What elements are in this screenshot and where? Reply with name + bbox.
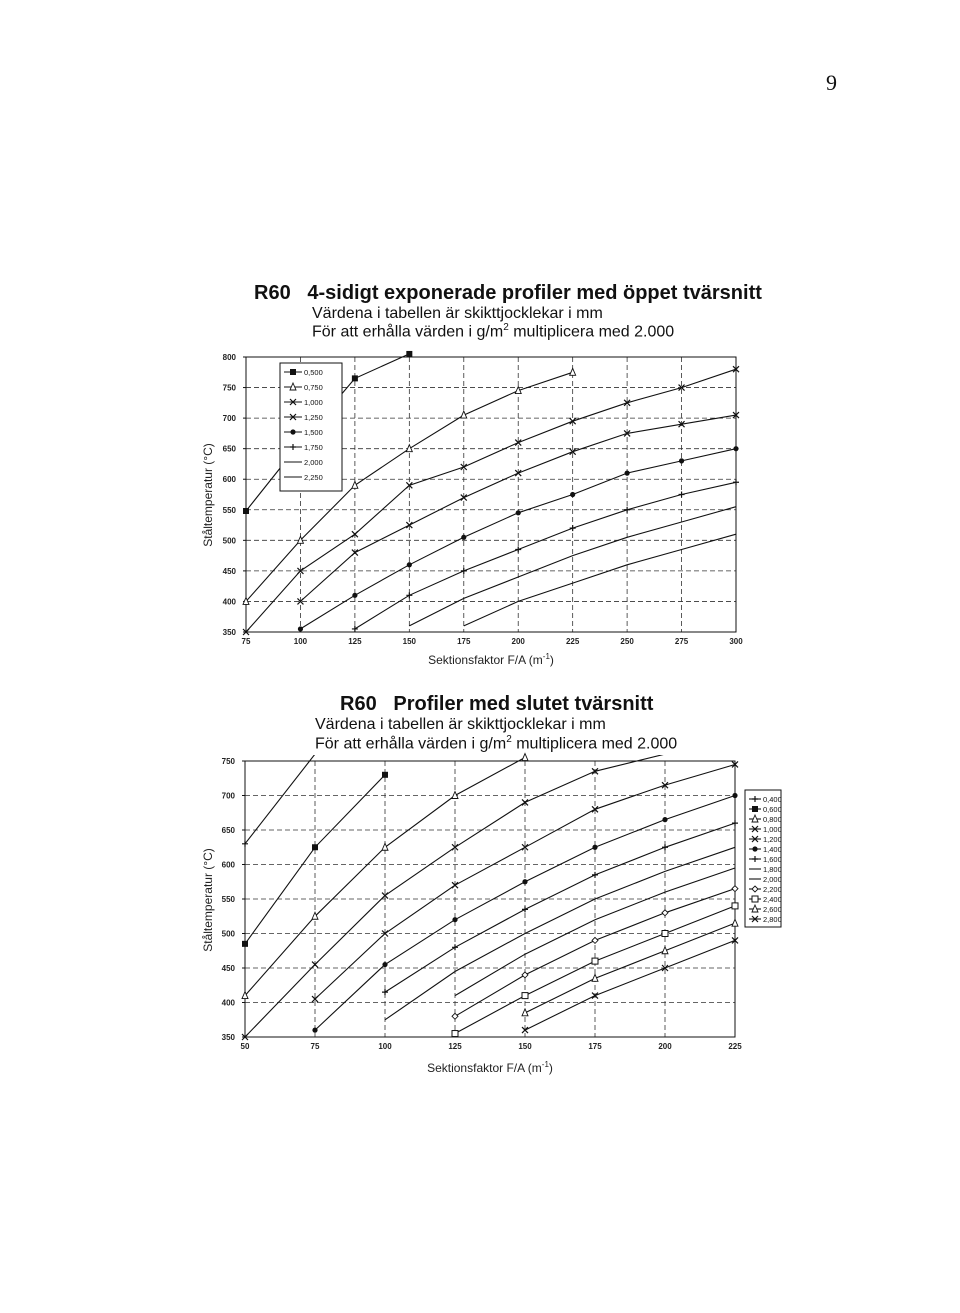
chart-bottom-series-point-0,800	[312, 912, 318, 919]
chart-bottom-series-point-2,400	[732, 903, 738, 909]
chart-bottom-legend-marker	[752, 846, 757, 851]
chart-top-series-point-1,750	[406, 592, 412, 598]
chart-top-ytick-label: 400	[222, 597, 236, 607]
chart-bottom-legend-label: 1,200	[763, 835, 782, 844]
chart-top-ylabel: Ståltemperatur (°C)	[201, 443, 215, 547]
chart-bottom-legend-label: 1,400	[763, 845, 782, 854]
chart-bottom-series-point-1,600	[452, 944, 458, 950]
chart-bottom-title-text: Profiler med slutet tvärsnitt	[393, 693, 654, 715]
chart-top-legend-label: 1,750	[304, 443, 323, 452]
chart-top-xtick-label: 100	[293, 637, 308, 646]
chart-bottom-legend-marker	[752, 896, 758, 902]
chart-bottom-ytick-label: 600	[221, 860, 235, 870]
chart-top-series-point-1,750	[515, 547, 521, 553]
chart-bottom-subtitle-2a: För att erhålla värden i g/m	[315, 735, 507, 753]
chart-bottom-series-point-1,400	[452, 917, 457, 922]
chart-bottom-series-line-2,800	[525, 940, 735, 1030]
chart-top-series-point-0,750	[352, 481, 358, 488]
chart-top-legend-label: 2,250	[304, 473, 323, 482]
chart-bottom-series-point-0,600	[312, 844, 318, 850]
chart-top-xtick-label: 75	[241, 637, 251, 646]
chart-bottom-legend-label: 0,800	[763, 815, 782, 824]
chart-top-xtick-label: 250	[620, 637, 634, 646]
chart-top-xtick-label: 125	[348, 637, 362, 646]
chart-top-subtitle-1: Värdena i tabellen är skikttjocklekar i mm	[312, 305, 603, 322]
chart-top-series-point-0,500	[406, 351, 412, 357]
chart-top-legend-marker	[290, 429, 295, 434]
chart-bottom-ytick-label: 700	[221, 791, 235, 801]
chart-top-xtick-label: 225	[565, 637, 580, 646]
chart-top-ytick-label: 750	[222, 383, 236, 393]
chart-bottom-series-point-1,400	[592, 845, 597, 850]
chart-top-legend-label: 2,000	[304, 458, 323, 467]
chart-bottom-xtick-label: 100	[378, 1042, 392, 1051]
chart-bottom-series-point-0,600	[242, 941, 248, 947]
chart-top-series-point-1,500	[679, 458, 684, 463]
chart-top-legend-label: 1,500	[304, 428, 323, 437]
chart-top-title-text: 4-sidigt exponerade profiler med öppet tvärsnitt	[307, 282, 762, 304]
chart-top-series-point-0,500	[243, 508, 249, 514]
chart-top-series-point-1,500	[570, 492, 575, 497]
chart-top-xlabel-main: Sektionsfaktor F/A (m	[428, 653, 543, 667]
chart-bottom-legend-label: 1,000	[763, 825, 782, 834]
chart-top-series-line-1,750	[355, 482, 736, 629]
chart-bottom-series-point-2,200	[662, 910, 668, 916]
chart-bottom-series-point-2,200	[592, 937, 598, 943]
chart-bottom-legend-label: 0,600	[763, 805, 782, 814]
chart-top-series-point-1,750	[733, 479, 739, 485]
chart-bottom-ytick-label: 450	[221, 964, 235, 973]
chart-top-legend-label: 0,750	[304, 383, 323, 392]
chart-bottom-title-prefix: R60	[340, 693, 377, 715]
chart-bottom-xlabel-main: Sektionsfaktor F/A (m	[427, 1061, 542, 1075]
chart-top-legend-label: 1,250	[304, 413, 323, 422]
chart-bottom-ytick-label: 750	[221, 757, 235, 766]
chart-bottom-series-point-2,200	[522, 972, 528, 978]
chart-top-series-point-1,750	[352, 626, 358, 632]
chart-bottom-ytick-label: 650	[221, 826, 235, 835]
chart-bottom-series-point-1,400	[662, 817, 667, 822]
chart-bottom-xtick-label: 50	[240, 1042, 250, 1051]
chart-bottom-legend-label: 1,800	[763, 865, 782, 874]
chart-top-xtick-label: 275	[674, 637, 689, 646]
chart-bottom-legend-label: 2,200	[763, 885, 782, 894]
chart-bottom-xtick-label: 150	[518, 1042, 532, 1051]
chart-bottom-xtick-label: 175	[588, 1042, 602, 1051]
chart-top-subtitle-2b: multiplicera med 2.000	[508, 323, 675, 341]
chart-top-xlabel-exp: -1	[542, 652, 550, 661]
chart-top-ytick-label: 500	[222, 536, 236, 546]
chart-top-series-point-1,500	[625, 471, 630, 476]
chart-bottom-xtick-label: 225	[728, 1042, 742, 1051]
chart-top-xtick-label: 200	[511, 637, 525, 646]
chart-top-ytick-label: 550	[222, 505, 236, 515]
chart-bottom-subtitle-2b: multiplicera med 2.000	[511, 735, 678, 753]
chart-bottom-legend-label: 2,000	[763, 875, 782, 884]
chart-top-ytick-label: 700	[222, 414, 236, 424]
chart-top-ytick-label: 600	[222, 475, 236, 485]
chart-bottom-series-point-1,600	[662, 844, 668, 850]
chart-bottom-series-point-2,400	[662, 931, 668, 937]
chart-top-legend-label: 1,000	[304, 398, 323, 407]
chart-bottom-xtick-label: 75	[310, 1042, 320, 1051]
chart-top-legend-marker	[290, 369, 296, 375]
chart-top-series-point-1,750	[679, 492, 685, 498]
chart-bottom-ytick-label: 400	[221, 998, 235, 1008]
chart-top-xlabel-close: )	[549, 653, 554, 667]
chart-top-series-point-1,500	[298, 626, 303, 631]
chart-bottom-xtick-label: 200	[658, 1042, 672, 1051]
chart-top-series-point-1,500	[352, 593, 357, 598]
chart-bottom-series-point-0,800	[382, 843, 388, 850]
chart-bottom-ytick-label: 500	[221, 929, 235, 939]
chart-bottom-series-point-1,600	[592, 872, 598, 878]
chart-top-xtick-label: 150	[402, 637, 417, 646]
chart-top-series-point-1,500	[516, 510, 521, 515]
chart-top-ytick-label: 350	[222, 628, 236, 637]
chart-top-series-point-1,750	[624, 507, 630, 513]
chart-bottom-series-line-1,600	[385, 823, 735, 992]
chart-top-xtick-label: 300	[729, 637, 743, 646]
chart-bottom-series-point-1,600	[732, 820, 738, 826]
chart-bottom-legend-label: 2,400	[763, 895, 782, 904]
chart-bottom-subtitle-2-sup: 2	[506, 734, 512, 745]
page-number: 9	[826, 70, 837, 95]
chart-bottom-xlabel-exp: -1	[541, 1060, 549, 1069]
chart-bottom-series-point-1,400	[312, 1028, 317, 1033]
chart-bottom-group	[201, 754, 782, 1075]
chart-bottom-xlabel-close: )	[548, 1061, 553, 1075]
chart-top-series-point-0,750	[406, 445, 412, 452]
chart-top-subtitle-2a: För att erhålla värden i g/m	[312, 323, 504, 341]
chart-bottom-series-point-2,400	[522, 993, 528, 999]
chart-top-ytick-label: 800	[222, 353, 236, 362]
chart-top-ytick-label: 650	[222, 444, 236, 454]
chart-top-xlabel	[428, 652, 554, 667]
chart-top-series-point-1,500	[407, 562, 412, 567]
chart-bottom-series-point-0,600	[382, 772, 388, 778]
chart-top-series-point-0,750	[570, 368, 576, 375]
chart-bottom-series-point-1,400	[522, 879, 527, 884]
chart-top-series-point-1,750	[570, 525, 576, 531]
chart-top-title-prefix: R60	[254, 282, 291, 304]
chart-top-group	[201, 351, 743, 667]
chart-top-subtitle-2-sup: 2	[503, 322, 509, 333]
chart-bottom-series-point-1,600	[522, 906, 528, 912]
chart-top-series-line-2,250	[464, 534, 736, 626]
chart-bottom-xlabel	[427, 1060, 553, 1075]
chart-bottom-subtitle-1: Värdena i tabellen är skikttjocklekar i mm	[315, 716, 606, 733]
chart-bottom-series-point-2,600	[732, 919, 738, 926]
chart-bottom-series-point-2,200	[732, 886, 738, 892]
chart-bottom-legend-label: 0,400	[763, 795, 782, 804]
chart-bottom-series-point-2,200	[452, 1013, 458, 1019]
chart-top-legend-label: 0,500	[304, 368, 323, 377]
chart-bottom-series-point-2,400	[452, 1031, 458, 1037]
chart-bottom-series-point-2,400	[592, 958, 598, 964]
chart-top-series-point-0,500	[352, 375, 358, 381]
chart-bottom-series-point-1,400	[382, 962, 387, 967]
chart-bottom-legend-marker	[752, 806, 758, 812]
chart-bottom-ytick-label: 350	[221, 1033, 235, 1042]
chart-top-series-point-1,750	[461, 568, 467, 574]
chart-bottom-xtick-label: 125	[448, 1042, 462, 1051]
chart-bottom-ytick-label: 550	[221, 895, 235, 904]
chart-bottom-series-point-1,400	[732, 793, 737, 798]
chart-bottom-ylabel: Ståltemperatur (°C)	[201, 848, 215, 952]
chart-bottom-legend-label: 2,800	[763, 915, 782, 924]
chart-top-xtick-label: 175	[457, 637, 471, 646]
chart-top-series-point-1,500	[461, 535, 466, 540]
chart-top-ytick-label: 450	[222, 566, 236, 576]
chart-bottom-series-point-1,600	[382, 989, 388, 995]
chart-bottom-legend-label: 2,600	[763, 905, 782, 914]
chart-bottom-series-point-0,800	[452, 792, 458, 799]
chart-bottom-series-point-0,800	[522, 754, 528, 761]
chart-top-series-point-1,500	[733, 446, 738, 451]
chart-bottom-legend-label: 1,600	[763, 855, 782, 864]
